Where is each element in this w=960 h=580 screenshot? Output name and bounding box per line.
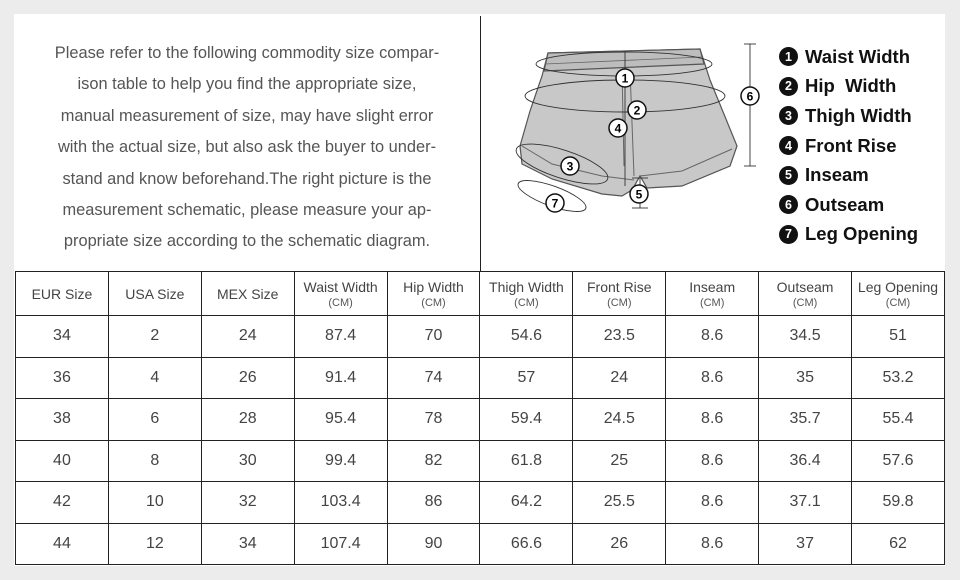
table-cell: 107.4: [294, 523, 387, 565]
column-header: [852, 272, 945, 316]
table-cell: 36: [16, 357, 109, 399]
table-cell: 44: [16, 523, 109, 565]
column-name: Leg Opening: [857, 278, 939, 295]
table-cell: 37: [759, 523, 852, 565]
column-unit: (CM): [885, 296, 911, 309]
table-cell: 8.6: [666, 357, 759, 399]
table-cell: 36.4: [759, 440, 852, 482]
column-name: Hip Width: [403, 278, 464, 295]
table-cell: 78: [387, 399, 480, 441]
table-cell: 53.2: [852, 357, 945, 399]
table-cell: 38: [16, 399, 109, 441]
column-header: [201, 272, 294, 316]
table-row: [16, 523, 945, 565]
marker-7-label: 7: [551, 196, 559, 211]
table-cell: 8.6: [666, 399, 759, 441]
legend-item-outseam: [779, 190, 918, 220]
table-row: [16, 399, 945, 441]
legend-item-thigh-width: [779, 101, 918, 131]
table-cell: 59.8: [852, 482, 945, 524]
column-name: Waist Width: [303, 278, 378, 295]
column-header: [387, 272, 480, 316]
legend-item-waist-width: [779, 42, 918, 72]
table-cell: 64.2: [480, 482, 573, 524]
legend-number: 5: [779, 166, 798, 185]
column-header: [759, 272, 852, 316]
legend-label: Front Rise: [805, 134, 897, 156]
intro-text: [37, 38, 457, 258]
legend-item-front-rise: [779, 131, 918, 161]
table-cell: 61.8: [480, 440, 573, 482]
legend-item-hip-width: [779, 72, 918, 102]
column-name: Thigh Width: [489, 278, 564, 295]
column-header: [294, 272, 387, 316]
table-cell: 8.6: [666, 482, 759, 524]
table-row: [16, 440, 945, 482]
table-body: [16, 316, 945, 565]
table-cell: 57.6: [852, 440, 945, 482]
table-cell: 2: [108, 316, 201, 358]
legend-label: Waist Width: [805, 45, 910, 67]
intro-panel: [15, 16, 481, 271]
column-name: Front Rise: [587, 278, 652, 295]
intro-line: manual measurement of size, may have slight error: [60, 106, 434, 125]
column-unit: (CM): [792, 296, 818, 309]
table-cell: 12: [108, 523, 201, 565]
legend-label: Inseam: [805, 164, 869, 186]
intro-line: Please refer to the following commodity size compar-: [54, 44, 440, 62]
marker-2: [628, 101, 646, 119]
legend-number: 4: [779, 136, 798, 155]
marker-6-label: 6: [746, 89, 754, 104]
measurement-legend: [779, 42, 918, 249]
table-cell: 59.4: [480, 399, 573, 441]
table-cell: 40: [16, 440, 109, 482]
intro-line: propriate size according to the schematic diagram.: [63, 232, 431, 251]
table-cell: 62: [852, 523, 945, 565]
table-cell: 35.7: [759, 399, 852, 441]
column-unit: (CM): [421, 296, 446, 309]
intro-line: stand and know beforehand.The right picture is the: [62, 169, 432, 188]
column-header: [666, 272, 759, 316]
table-cell: 55.4: [852, 399, 945, 441]
table-cell: 95.4: [294, 399, 387, 441]
intro-line: with the actual size, but also ask the buyer to under-: [57, 138, 437, 157]
marker-2-label: 2: [633, 103, 641, 118]
table-cell: 25.5: [573, 482, 666, 524]
legend-number: 7: [779, 225, 798, 244]
column-header: [16, 272, 109, 316]
legend-label: Thigh Width: [805, 104, 912, 126]
table-cell: 8.6: [666, 316, 759, 358]
table-cell: 37.1: [759, 482, 852, 524]
size-table: [15, 271, 945, 565]
table-cell: 35: [759, 357, 852, 399]
table-cell: 57: [480, 357, 573, 399]
table-cell: 8: [108, 440, 201, 482]
legend-label: Hip Width: [805, 75, 897, 97]
column-header: [108, 272, 201, 316]
marker-5: [630, 185, 648, 203]
table-cell: 87.4: [294, 316, 387, 358]
column-header: [480, 272, 573, 316]
table-cell: 23.5: [573, 316, 666, 358]
column-unit: (CM): [607, 296, 632, 309]
marker-1-label: 1: [621, 71, 629, 86]
table-cell: 90: [387, 523, 480, 565]
legend-number: 3: [779, 106, 798, 125]
marker-3: [561, 157, 579, 175]
table-cell: 66.6: [480, 523, 573, 565]
table-cell: 30: [201, 440, 294, 482]
marker-6: [741, 87, 759, 105]
column-name: MEX Size: [216, 285, 279, 302]
table-cell: 51: [852, 316, 945, 358]
table-cell: 24: [201, 316, 294, 358]
table-cell: 34.5: [759, 316, 852, 358]
table-cell: 26: [573, 523, 666, 565]
marker-1: [616, 69, 634, 87]
measurement-diagram: [482, 16, 945, 271]
table-cell: 91.4: [294, 357, 387, 399]
column-unit: (CM): [328, 296, 353, 309]
table-cell: 34: [201, 523, 294, 565]
table-cell: 4: [108, 357, 201, 399]
table-cell: 24.5: [573, 399, 666, 441]
column-name: USA Size: [125, 285, 185, 302]
legend-label: Outseam: [805, 193, 885, 215]
table-row: [16, 316, 945, 358]
legend-item-leg-opening: [779, 220, 918, 250]
column-name: EUR Size: [31, 285, 93, 302]
table-cell: 10: [108, 482, 201, 524]
table-cell: 34: [16, 316, 109, 358]
legend-number: 2: [779, 77, 798, 96]
table-cell: 25: [573, 440, 666, 482]
legend-item-inseam: [779, 160, 918, 190]
table-cell: 24: [573, 357, 666, 399]
table-cell: 26: [201, 357, 294, 399]
legend-number: 1: [779, 47, 798, 66]
table-cell: 32: [201, 482, 294, 524]
table-cell: 6: [108, 399, 201, 441]
intro-line: ison table to help you find the appropriate size,: [77, 75, 417, 94]
column-name: Inseam: [689, 278, 736, 295]
table-cell: 54.6: [480, 316, 573, 358]
column-unit: (CM): [514, 296, 539, 309]
table-cell: 82: [387, 440, 480, 482]
column-header: [573, 272, 666, 316]
table-row: [16, 357, 945, 399]
column-name: Outseam: [776, 278, 834, 295]
marker-4-label: 4: [614, 121, 622, 136]
marker-5-label: 5: [635, 187, 643, 202]
table-header-row: [16, 272, 945, 316]
table-cell: 86: [387, 482, 480, 524]
table-cell: 103.4: [294, 482, 387, 524]
table-cell: 99.4: [294, 440, 387, 482]
legend-label: Leg Opening: [805, 223, 919, 245]
table-row: [16, 482, 945, 524]
legend-number: 6: [779, 195, 798, 214]
intro-line: measurement schematic, please measure your ap-: [62, 201, 432, 220]
table-cell: 74: [387, 357, 480, 399]
marker-7: [546, 194, 564, 212]
table-cell: 70: [387, 316, 480, 358]
column-unit: (CM): [699, 296, 725, 309]
table-cell: 8.6: [666, 440, 759, 482]
table-cell: 28: [201, 399, 294, 441]
marker-4: [609, 119, 627, 137]
marker-3-label: 3: [566, 159, 574, 174]
table-cell: 8.6: [666, 523, 759, 565]
table-cell: 42: [16, 482, 109, 524]
